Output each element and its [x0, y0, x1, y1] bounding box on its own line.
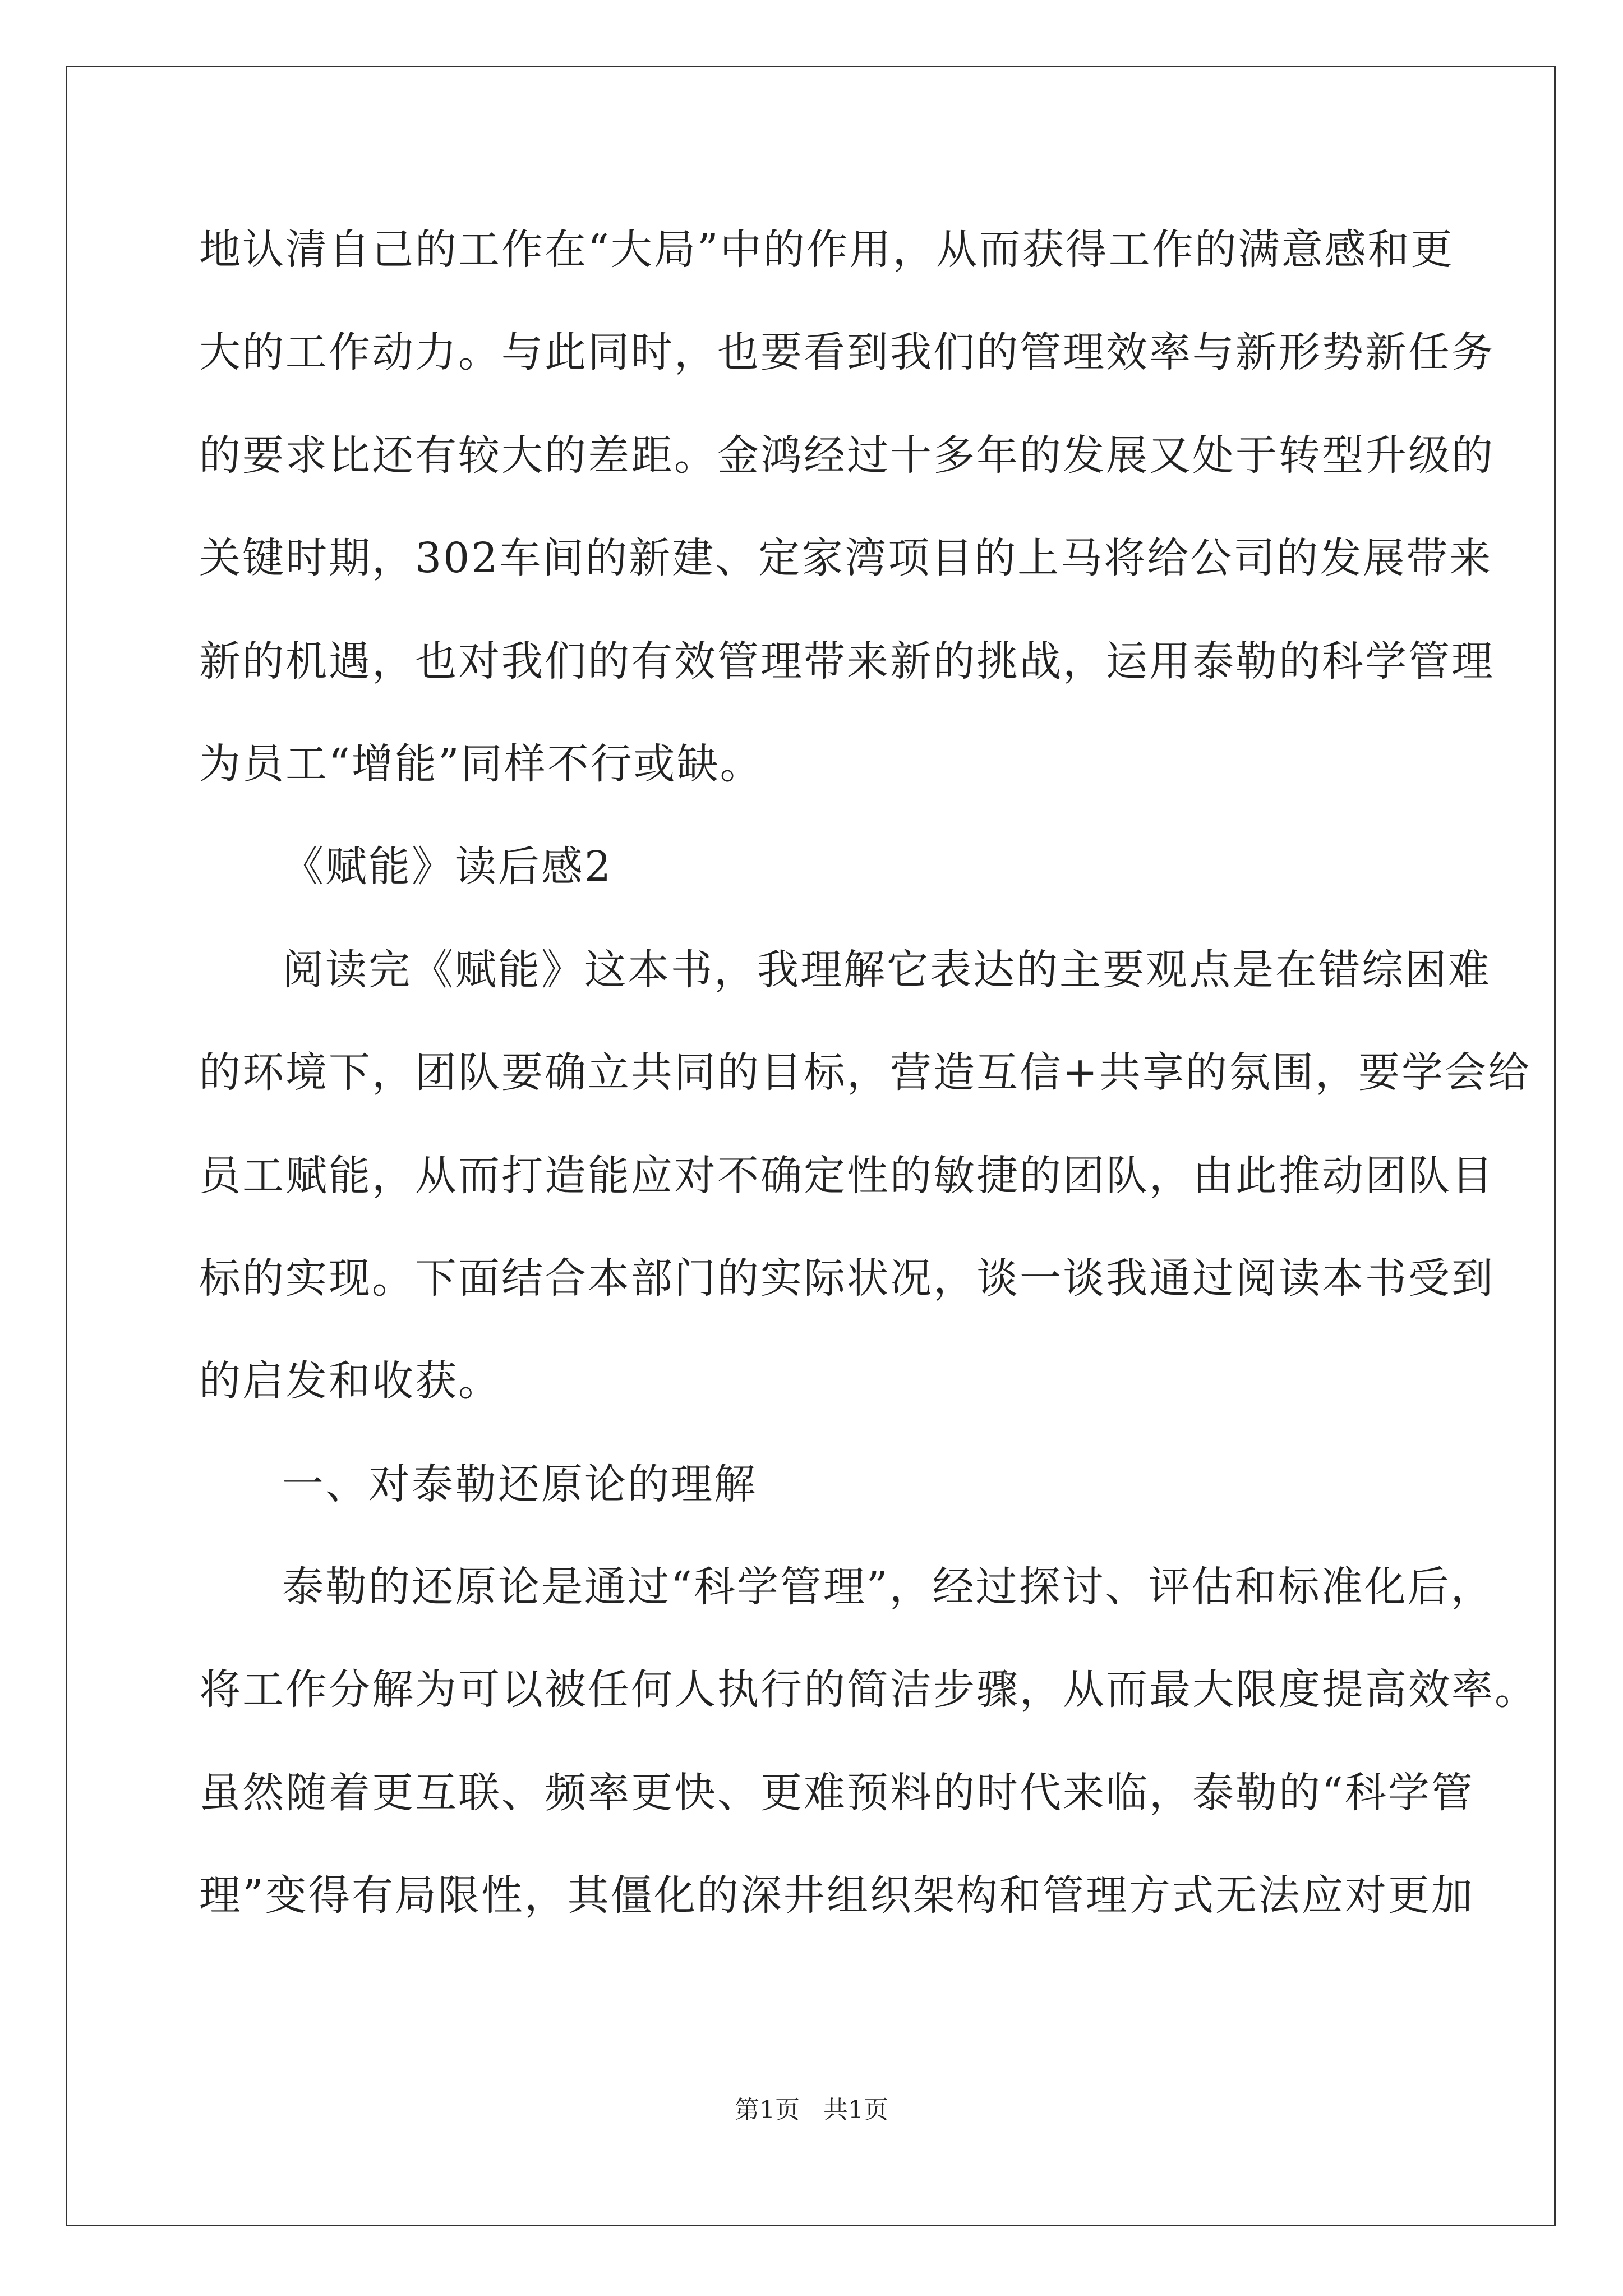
text-line: 关键时期，302车间的新建、定家湾项目的上马将给公司的发展带来	[199, 534, 1493, 583]
text-line: 泰勒的还原论是通过“科学管理”，经过探讨、评估和标准化后，	[282, 1563, 1494, 1612]
text-line: 虽然随着更互联、频率更快、更难预料的时代来临，泰勒的“科学管	[199, 1768, 1474, 1817]
text-line: 的要求比还有较大的差距。金鸿经过十多年的发展又处于转型升级的	[199, 431, 1495, 480]
text-line: 员工赋能，从而打造能应对不确定性的敏捷的团队，由此推动团队目	[199, 1151, 1495, 1200]
text-line: 理”变得有局限性，其僵化的深井组织架构和管理方式无法应对更加	[199, 1871, 1474, 1920]
text-line: 为员工“增能”同样不行或缺。	[199, 739, 763, 788]
page-number-label: 第1页 共1页	[735, 2096, 888, 2124]
text-line: 新的机遇，也对我们的有效管理带来新的挑战，运用泰勒的科学管理	[199, 637, 1495, 685]
text-line: 阅读完《赋能》这本书，我理解它表达的主要观点是在错综困难	[282, 945, 1491, 994]
text-line: 标的实现。下面结合本部门的实际状况，谈一谈我通过阅读本书受到	[199, 1254, 1495, 1303]
text-line: 将工作分解为可以被任何人执行的简洁步骤，从而最大限度提高效率。	[199, 1665, 1538, 1714]
text-line: 地认清自己的工作在“大局”中的作用，从而获得工作的满意感和更	[199, 226, 1454, 274]
text-line: 大的工作动力。与此同时，也要看到我们的管理效率与新形势新任务	[199, 328, 1495, 377]
text-line: 的启发和收获。	[199, 1357, 501, 1406]
text-line: 的环境下，团队要确立共同的目标，营造互信+共享的氛围，要学会给	[199, 1048, 1532, 1097]
section-heading: 《赋能》读后感2	[282, 843, 613, 891]
subsection-heading: 一、对泰勒还原论的理解	[282, 1460, 757, 1508]
document-body	[199, 219, 1538, 1968]
page-footer	[0, 2090, 1623, 2125]
